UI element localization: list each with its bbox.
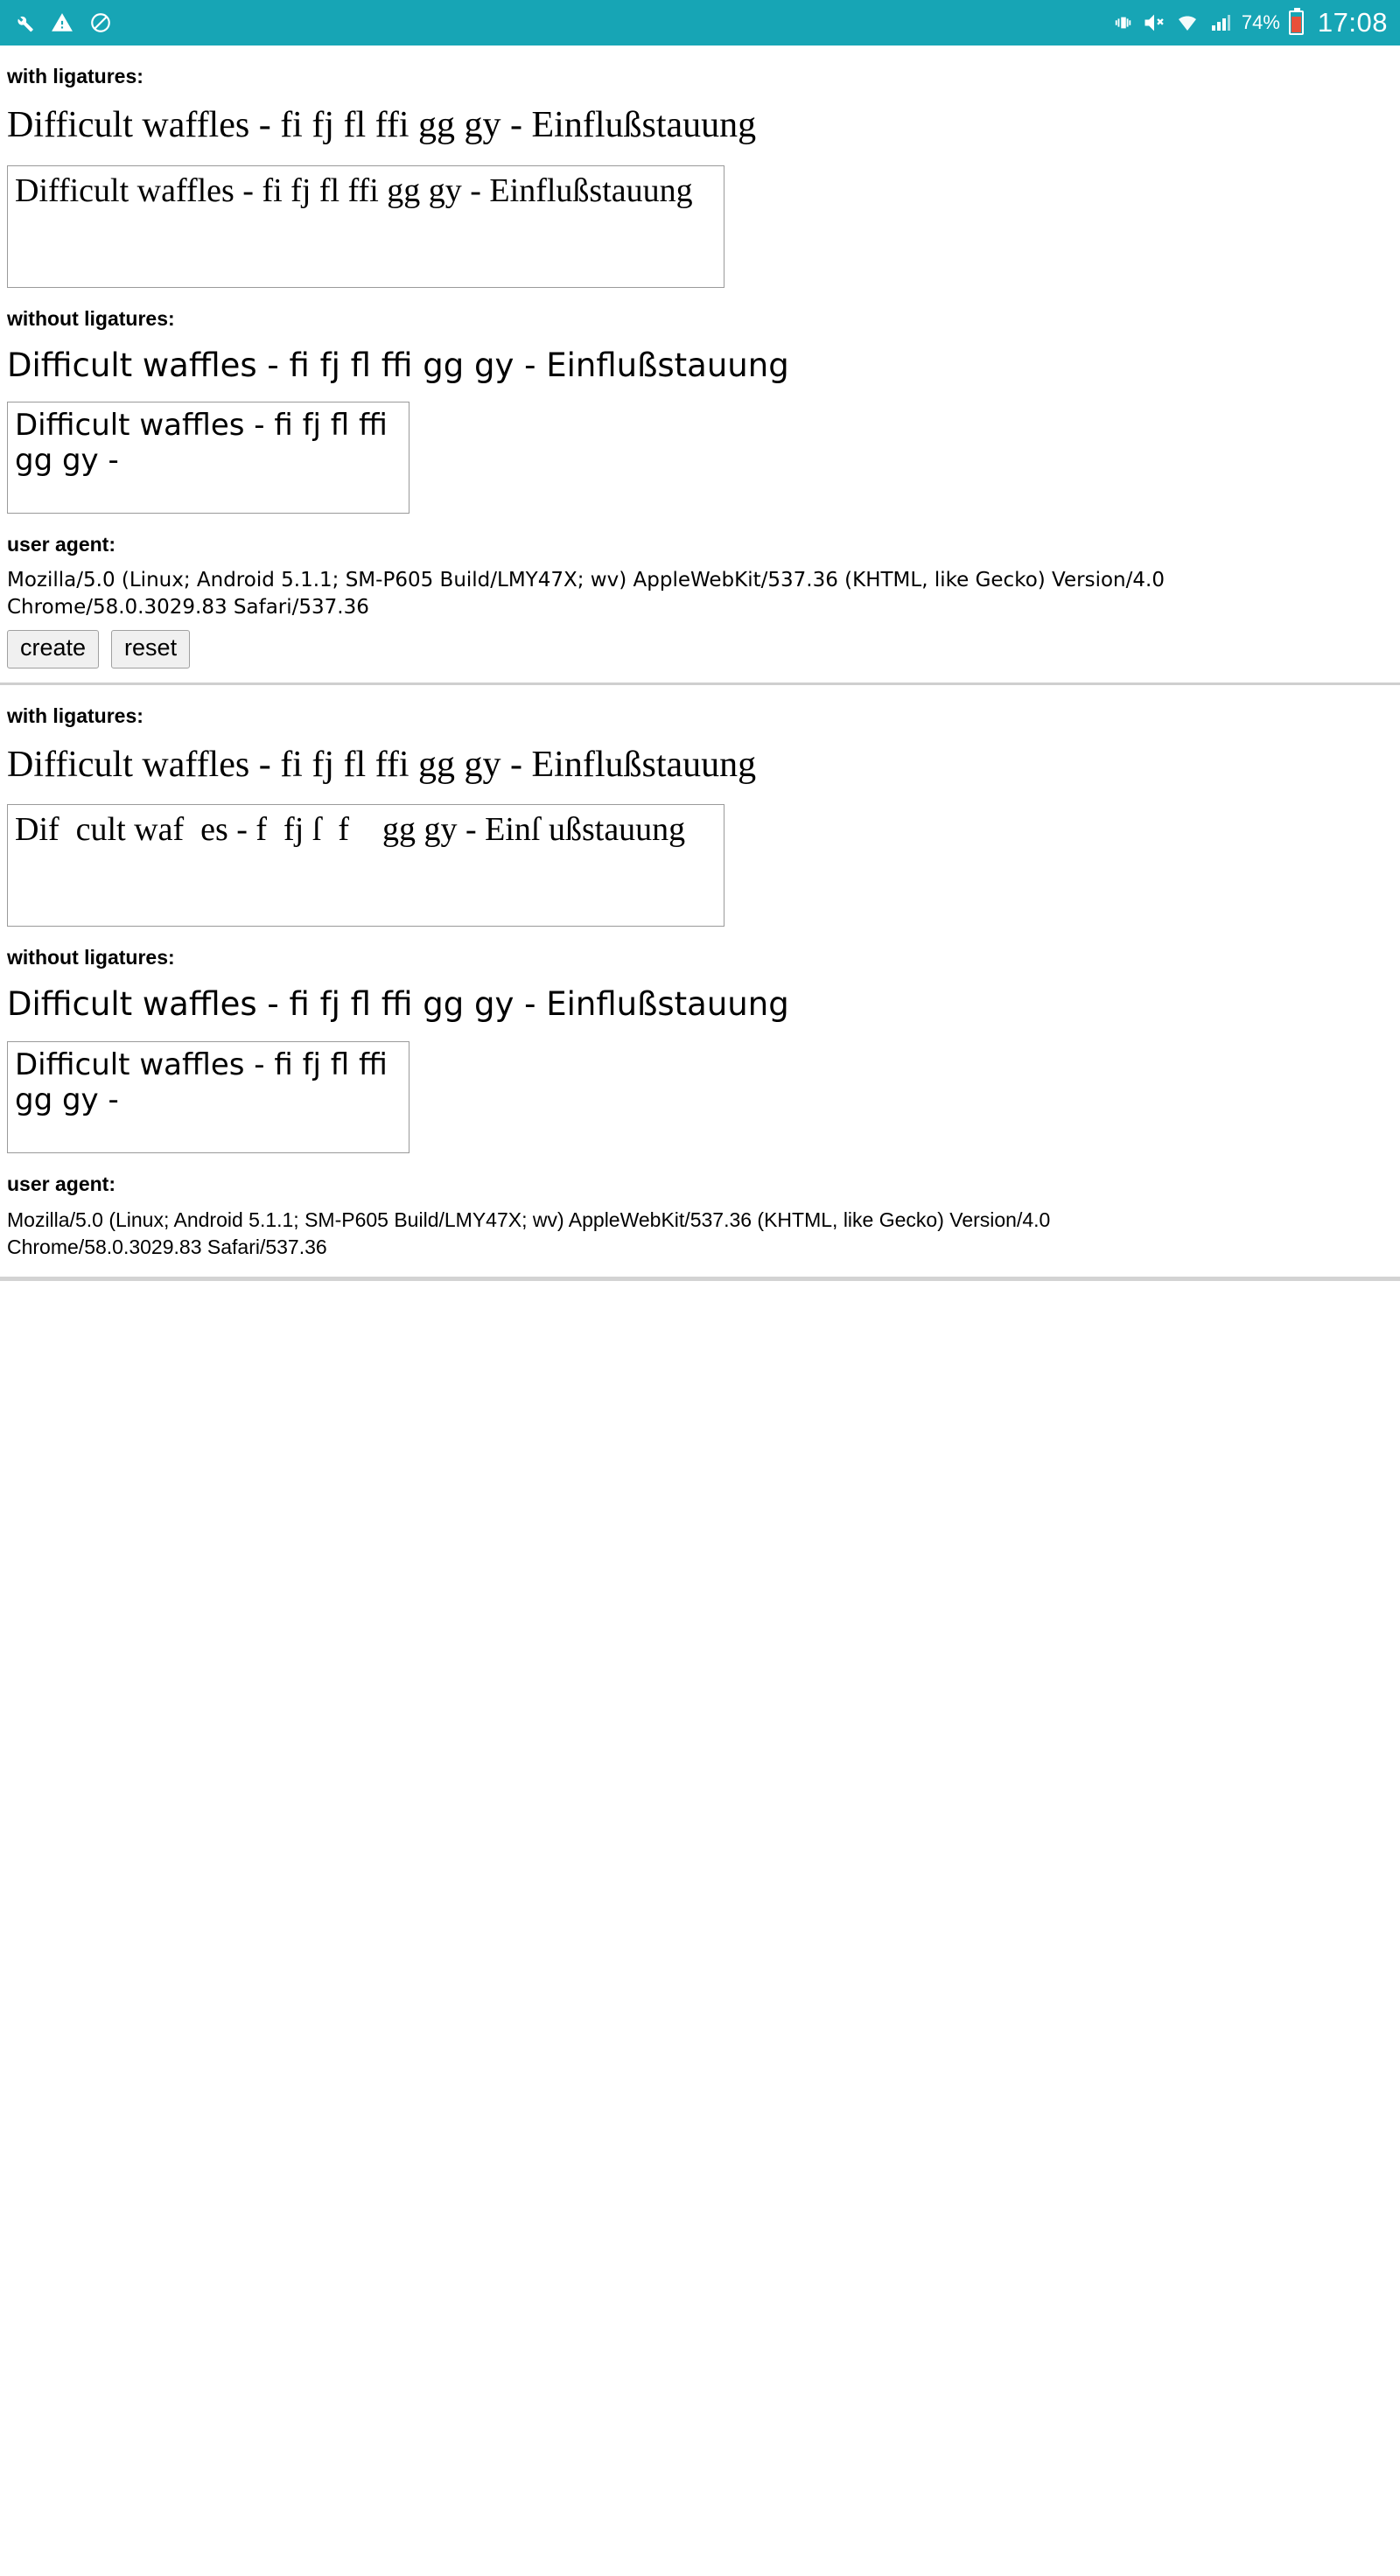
ligature-section-2 [0,704,1400,1261]
without-ligatures-label-2: without ligatures: [7,946,175,970]
with-ligatures-label-1: with ligatures: [7,65,144,88]
without-ligatures-label-1: without ligatures: [7,306,175,330]
create-button[interactable]: create [7,630,99,668]
do-not-disturb-icon [89,11,112,34]
battery-charging-icon [1289,10,1304,35]
wrench-icon [12,11,35,34]
without-ligatures-textarea-1[interactable] [7,402,410,514]
wifi-icon [1175,12,1200,33]
clock-label: 17:08 [1317,7,1388,38]
user-agent-label-1: user agent: [7,533,116,556]
mute-icon [1142,10,1166,35]
vibrate-icon [1114,13,1133,32]
warning-icon [51,11,74,34]
status-bar-right-icons [1114,7,1388,38]
without-ligatures-sample-1: Difficult waffles - fi fj fl ffi gg gy - Einflußstauung [7,346,789,384]
without-ligatures-sample-2: Difficult waffles - fi fj fl ffi gg gy - Einflußstauung [7,985,789,1024]
action-buttons [7,630,1393,668]
user-agent-value-2: Mozilla/5.0 (Linux; Android 5.1.1; SM-P605 Build/LMY47X; wv) AppleWebKit/537.36 (KHTML, like Gecko) Version/4.0 Chrome/58.0.3029.83 Safari/537.36 [7,1208,1051,1258]
page-body [0,65,1400,2576]
with-ligatures-textarea-2[interactable] [7,804,724,927]
status-bar [0,0,1400,46]
user-agent-label-2: user agent: [7,1172,116,1195]
section-divider [0,682,1400,685]
without-ligatures-textarea-2[interactable] [7,1041,410,1153]
reset-button[interactable]: reset [111,630,190,668]
with-ligatures-label-2: with ligatures: [7,704,144,727]
user-agent-value-1: Mozilla/5.0 (Linux; Android 5.1.1; SM-P605 Build/LMY47X; wv) AppleWebKit/537.36 (KHTML, like Gecko) Version/4.0 Chrome/58.0.3029.83 Safari/537.36 [7,569,1165,620]
with-ligatures-sample-2: Difficult waffles - fi fj fl ffi gg gy - Einflußstauung [7,744,757,785]
with-ligatures-sample-1: Difficult waffles - fi fj fl ffi gg gy - Einflußstauung [7,105,757,145]
battery-percent-label: 74% [1241,11,1280,33]
with-ligatures-textarea-1[interactable] [7,165,724,288]
status-bar-left-icons [12,11,112,34]
signal-icon [1208,12,1233,33]
empty-area [0,1281,1400,2576]
ligature-section-1 [0,65,1400,668]
